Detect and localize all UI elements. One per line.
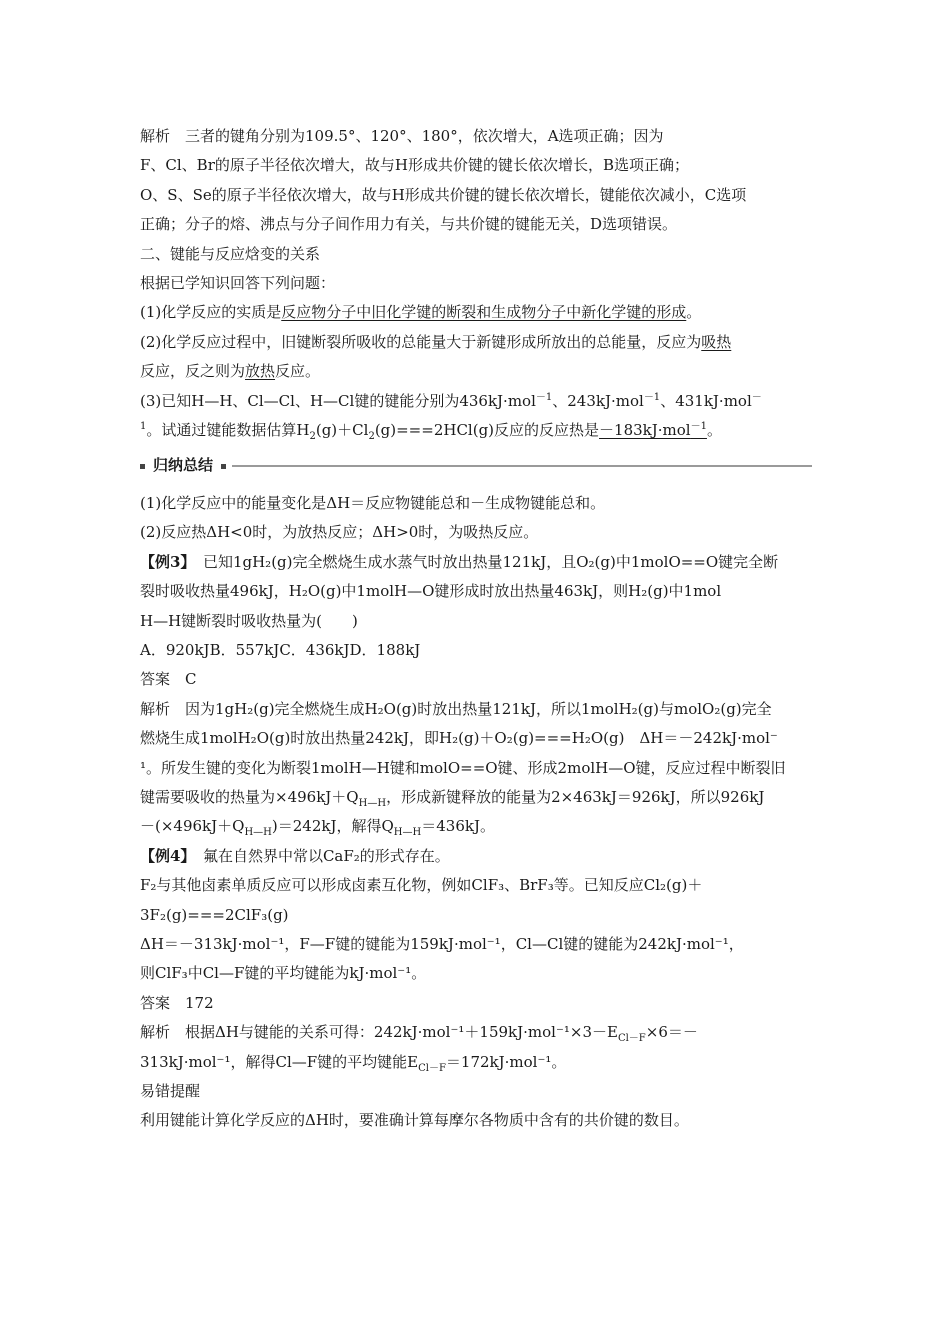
analysis-line: ¹。所发生键的变化为断裂1molH—H键和molO==O键、形成2molH—O键，反应过程中断裂旧 [140,758,786,777]
q1-answer: 反应物分子中旧化学键的断裂和生成物分子中新化学键的形成 [281,303,687,322]
analysis-line: 燃烧生成1molH₂O(g)时放出热量242kJ，即H₂(g)＋O₂(g)===H₂O(g) ΔH＝－242kJ·mol⁻ [140,729,778,748]
paragraph: F、Cl、Br的原子半径依次增大，故与H形成共价键的键长依次增长，B选项正确； [140,156,689,175]
section-heading: 二、键能与反应焓变的关系 [140,244,321,263]
example-3-line: 裂时吸收热量496kJ，H₂O(g)中1molH—O键形成时放出热量463kJ，则H₂(g)中1mol [140,582,722,601]
superscript: －1 [643,391,661,403]
answer-label: 答案 C [140,670,197,689]
subscript: 2 [368,431,375,443]
q2-mid: 反应，反之则为 [140,362,246,381]
question-2-line-2 [140,357,812,386]
question-3-line-2 [140,416,812,445]
summary-item: (2)反应热ΔH<0时，为放热反应；ΔH>0时，为吸热反应。 [140,523,539,542]
analysis-line: 键需要吸收的热量为$\times 496kJ+Q_{H—H}$，形成新键释放的能量为2×463kJ＝926kJ，所以926kJ [140,787,765,809]
q3-text: (3)已知H—H、Cl—Cl、H—Cl键的键能分别为436kJ·mol [140,391,536,410]
superscript: －1 [535,391,553,403]
square-bullet-icon [140,464,145,469]
question-1 [140,298,812,327]
superscript: － [751,391,762,403]
paragraph: 解析 三者的键角分别为109.5°、120°、180°，依次增大，A选项正确；因为 [140,127,664,145]
question-3-line-1 [140,387,812,416]
q2-prefix: (2)化学反应过程中，旧键断裂所吸收的总能量大于新键形成所放出的总能量，反应为 [140,332,702,351]
example-tag: 【例4】 [140,846,188,865]
q2-suffix: 反应。 [275,362,321,381]
example-3-line: H—H键断裂时吸收热量为( ) [140,611,358,630]
q1-suffix: 。 [686,303,702,322]
divider [232,465,812,467]
example-4-line: ΔH＝－313kJ·mol⁻¹，F—F键的键能为159kJ·mol⁻¹，Cl—Cl键的键能为242kJ·mol⁻¹， [140,934,744,953]
answer-label: 答案 172 [140,993,214,1012]
paragraph: 根据已学知识回答下列问题： [140,274,336,293]
square-bullet-icon [221,464,226,469]
content-column [140,122,812,1136]
analysis-line: 解析 根据ΔH与键能的关系可得：$242kJ\cdot mol^{-1}+159kJ\cdot mol^{-1}\times 3-E_{Cl-F}\times 6=-$ [140,1023,698,1045]
q2-answer-2: 放热 [245,362,276,381]
analysis-line: $-(\times 496kJ+Q_{H—H})=242kJ$，解得$Q_{H—H}=436kJ$。 [140,817,495,839]
q2-answer-1: 吸热 [701,332,732,351]
example-3-line-1: 【例3】 已知1gH₂(g)完全燃烧生成水蒸气时放出热量121kJ，且O₂(g)中1molO==O键完全断 [140,552,779,571]
q3-text: 。试通过键能数据估算H [146,421,310,440]
summary-header [140,451,812,480]
tip-text: 利用键能计算化学反应的ΔH时，要准确计算每摩尔各物质中含有的共价键的数目。 [140,1111,689,1130]
summary-title: 归纳总结 [153,456,214,475]
analysis-line: 313kJ·mol⁻¹，解得Cl—F键的平均键能$E_{Cl-F}=172kJ\cdot mol^{-1}$。 [140,1052,567,1074]
example-4-line-1: 【例4】 氟在自然界中常以CaF₂的形式存在。 [140,846,450,865]
example-4-line: F₂与其他卤素单质反应可以形成卤素互化物，例如ClF₃、BrF₃等。已知反应Cl₂(g)＋ [140,876,703,895]
q1-prefix: (1)化学反应的实质是 [140,303,282,322]
q3-text: (g)＋Cl [315,421,369,440]
superscript: 1 [140,421,147,433]
question-2-line-1 [140,328,812,357]
paragraph: O、S、Se的原子半径依次增大，故与H形成共价键的键长依次增长，键能依次减小，C选项 [140,185,747,204]
subscript: 2 [309,431,316,443]
analysis-line: 解析 因为1gH₂(g)完全燃烧生成H₂O(g)时放出热量121kJ，所以1molH₂(g)与molO₂(g)完全 [140,699,772,718]
q3-suffix: 。 [706,421,722,440]
paragraph: 正确；分子的熔、沸点与分子间作用力有关，与共价键的键能无关，D选项错误。 [140,215,678,234]
example-3-options: A．920kJB．557kJC．436kJD．188kJ [140,640,421,659]
tip-title: 易错提醒 [140,1082,201,1100]
example-tag: 【例3】 [140,552,188,571]
q3-answer: －183kJ·mol$^{-1}$ [599,421,707,440]
q3-text: 、243kJ·mol [552,391,644,410]
q3-text: 、431kJ·mol [660,391,752,410]
example-4-line: 则ClF₃中Cl—F键的平均键能为kJ·mol⁻¹。 [140,964,427,983]
summary-item: (1)化学反应中的能量变化是ΔH＝反应物键能总和－生成物键能总和。 [140,493,606,512]
example-4-line: 3F₂(g)===2ClF₃(g) [140,905,289,924]
q3-text: (g)===2HCl(g)反应的反应热是 [374,421,600,440]
